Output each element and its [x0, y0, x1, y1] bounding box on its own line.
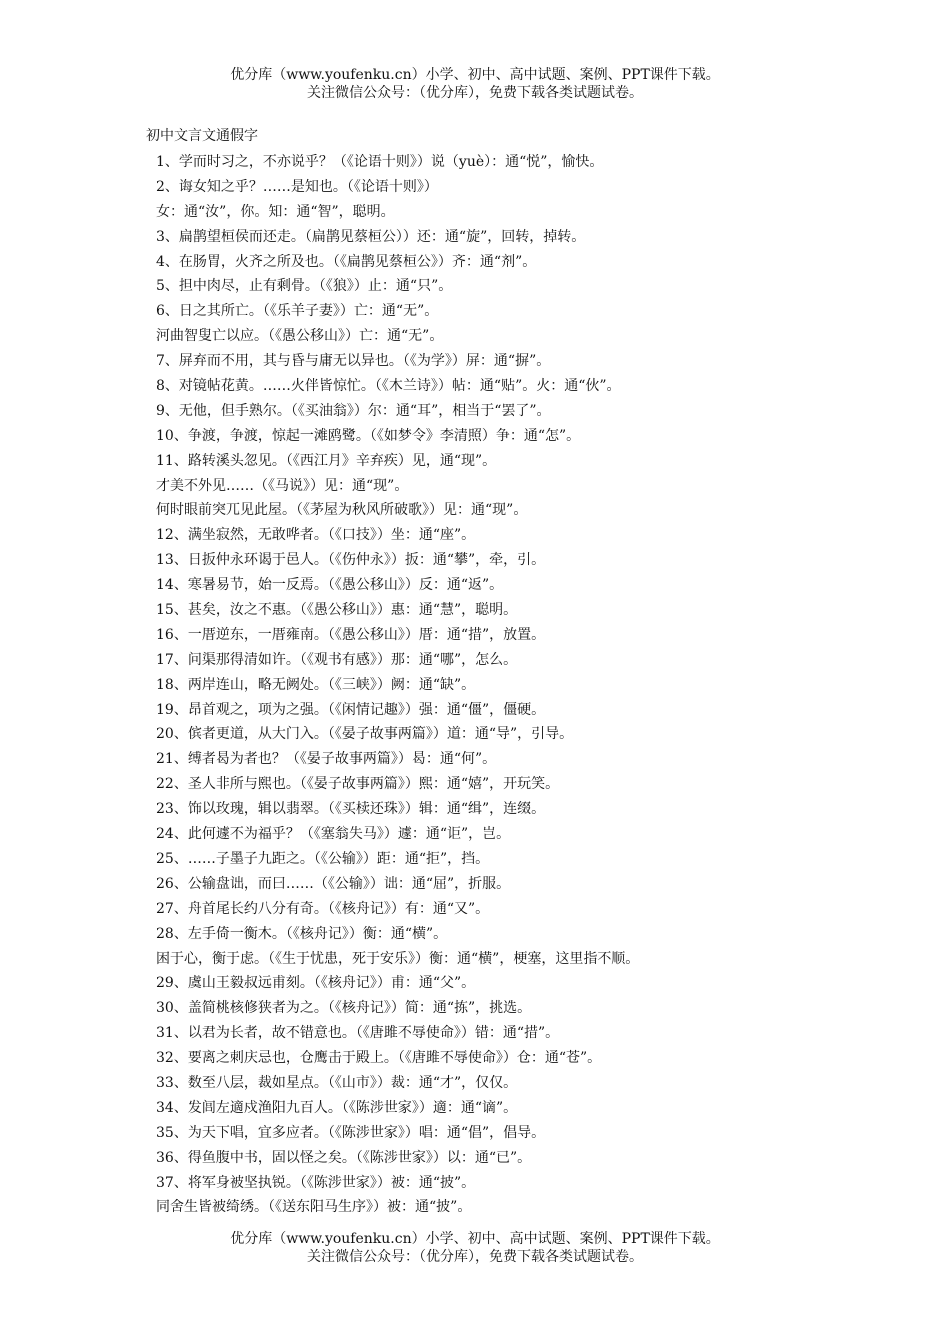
list-item: 26、公输盘诎，而曰……（《公输》）诎：通“屈”，折服。: [156, 875, 511, 892]
list-item: 32、要离之刺庆忌也，仓鹰击于殿上。（《唐雎不辱使命》）仓：通“苍”。: [156, 1050, 602, 1067]
list-item: 35、为天下唱，宜多应者。（《陈涉世家》）唱：通“倡”，倡导。: [156, 1124, 546, 1141]
list-item: 25、……子墨子九距之。（《公输》）距：通“拒”，挡。: [156, 850, 490, 867]
list-item: 30、盖简桃核修狭者为之。（《核舟记》）简：通“拣”，挑选。: [156, 1000, 532, 1017]
entry-list: [156, 150, 916, 1220]
list-item: 33、数至八层，裁如星点。（《山市》）裁：通“才”，仅仅。: [156, 1074, 518, 1091]
list-item: 36、得鱼腹中书，固以怪之矣。（《陈涉世家》）以：通“已”。: [156, 1149, 532, 1166]
document-title: 初中文言文通假字: [146, 128, 258, 144]
list-item: 29、虞山王毅叔远甫刻。（《核舟记》）甫：通“父”。: [156, 975, 476, 992]
list-item: 14、寒暑易节，始一反焉。（《愚公移山》）反：通“返”。: [156, 577, 504, 594]
list-item: 24、此何遽不为福乎？（《塞翁失马》）遽：通“讵”，岂。: [156, 826, 511, 843]
page-header: [0, 66, 950, 102]
list-item: 31、以君为长者，故不错意也。（《唐雎不辱使命》）错：通“措”。: [156, 1025, 560, 1042]
list-item: 河曲智叟亡以应。（《愚公移山》）亡：通“无”。: [156, 328, 444, 345]
list-item: 何时眼前突兀见此屋。（《茅屋为秋风所破歌》）见：通“现”。: [156, 502, 528, 519]
list-item: 1、学而时习之，不亦说乎？（《论语十则》）说（yuè）：通“悦”，愉快。: [156, 154, 604, 170]
list-item: 19、昂首观之，项为之强。（《闲情记趣》）强：通“僵”，僵硬。: [156, 701, 546, 718]
page-footer: [0, 1230, 950, 1266]
list-item: 15、甚矣，汝之不惠。（《愚公移山》）惠：通“慧”，聪明。: [156, 602, 518, 619]
list-item: 21、缚者曷为者也？（《晏子故事两篇》）曷：通“何”。: [156, 751, 497, 768]
list-item: 8、对镜帖花黄。……火伴皆惊忙。（《木兰诗》）帖：通“贴”。火：通“伙”。: [156, 378, 621, 395]
list-item: 7、屏弃而不用，其与昏与庸无以异也。（《为学》）屏：通“摒”。: [156, 353, 551, 370]
list-item: 2、诲女知之乎？……是知也。（《论语十则》）: [156, 178, 438, 195]
list-item: 9、无他，但手熟尔。（《买油翁》）尔：通“耳”，相当于“罢了”。: [156, 402, 551, 419]
list-item: 3、扁鹊望桓侯而还走。（扁鹊见蔡桓公））还：通“旋”，回转，掉转。: [156, 228, 586, 245]
list-item: 12、满坐寂然，无敢哗者。（《口技》）坐：通“座”。: [156, 527, 476, 544]
list-item: 17、问渠那得清如许。（《观书有感》）那：通“哪”，怎么。: [156, 651, 518, 668]
list-item: 13、日扳仲永环谒于邑人。（《伤仲永》）扳：通“攀”，牵，引。: [156, 552, 546, 569]
footer-line-2: 关注微信公众号：（优分库），免费下载各类试题试卷。: [307, 1249, 643, 1265]
list-item: 20、傧者更道，从大门入。（《晏子故事两篇》）道：通“导”，引导。: [156, 726, 574, 743]
list-item: 27、舟首尾长约八分有奇。（《核舟记》）有：通“又”。: [156, 900, 490, 917]
list-item: 37、将军身被坚执锐。（《陈涉世家》）被：通“披”。: [156, 1174, 476, 1191]
list-item: 23、饰以玫瑰，辑以翡翠。（《买椟还珠》）辑：通“缉”，连缀。: [156, 801, 546, 818]
list-item: 34、发闾左適戍渔阳九百人。（《陈涉世家》）適：通“谪”。: [156, 1099, 518, 1116]
list-item: 同舍生皆被绮绣。（《送东阳马生序》）被：通“披”。: [156, 1199, 472, 1216]
list-item: 11、路转溪头忽见。（《西江月》辛弃疾）见，通“现”。: [156, 452, 497, 469]
list-item: 女：通“汝”，你。知：通“智”，聪明。: [156, 203, 395, 220]
list-item: 6、日之其所亡。（《乐羊子妻》）亡：通“无”。: [156, 303, 439, 320]
list-item: 28、左手倚一衡木。（《核舟记》）衡：通“横”。: [156, 925, 448, 942]
list-item: 18、两岸连山，略无阙处。（《三峡》）阙：通“缺”。: [156, 676, 476, 693]
list-item: 才美不外见……（《马说》）见：通“现”。: [156, 477, 409, 494]
list-item: 16、一厝逆东，一厝雍南。（《愚公移山》）厝：通“措”，放置。: [156, 626, 546, 643]
list-item: 困于心，衡于虑。（《生于忧患，死于安乐》）衡：通“横”，梗塞，这里指不顺。: [156, 950, 640, 967]
header-line-1: 优分库（www.youfenku.cn）小学、初中、高中试题、案例、PPT课件下载。: [230, 67, 720, 83]
header-line-2: 关注微信公众号：（优分库），免费下载各类试题试卷。: [307, 85, 643, 101]
list-item: 4、在肠胃，火齐之所及也。（《扁鹊见蔡桓公》）齐：通“剂”。: [156, 253, 537, 270]
list-item: 10、争渡，争渡，惊起一滩鸥鹭。（《如梦令》李清照）争：通“怎”。: [156, 427, 581, 444]
footer-line-1: 优分库（www.youfenku.cn）小学、初中、高中试题、案例、PPT课件下载。: [230, 1231, 720, 1247]
list-item: 5、担中肉尽，止有剩骨。（《狼》）止：通“只”。: [156, 278, 453, 295]
list-item: 22、圣人非所与熙也。（《晏子故事两篇》）熙：通“嬉”，开玩笑。: [156, 776, 560, 793]
